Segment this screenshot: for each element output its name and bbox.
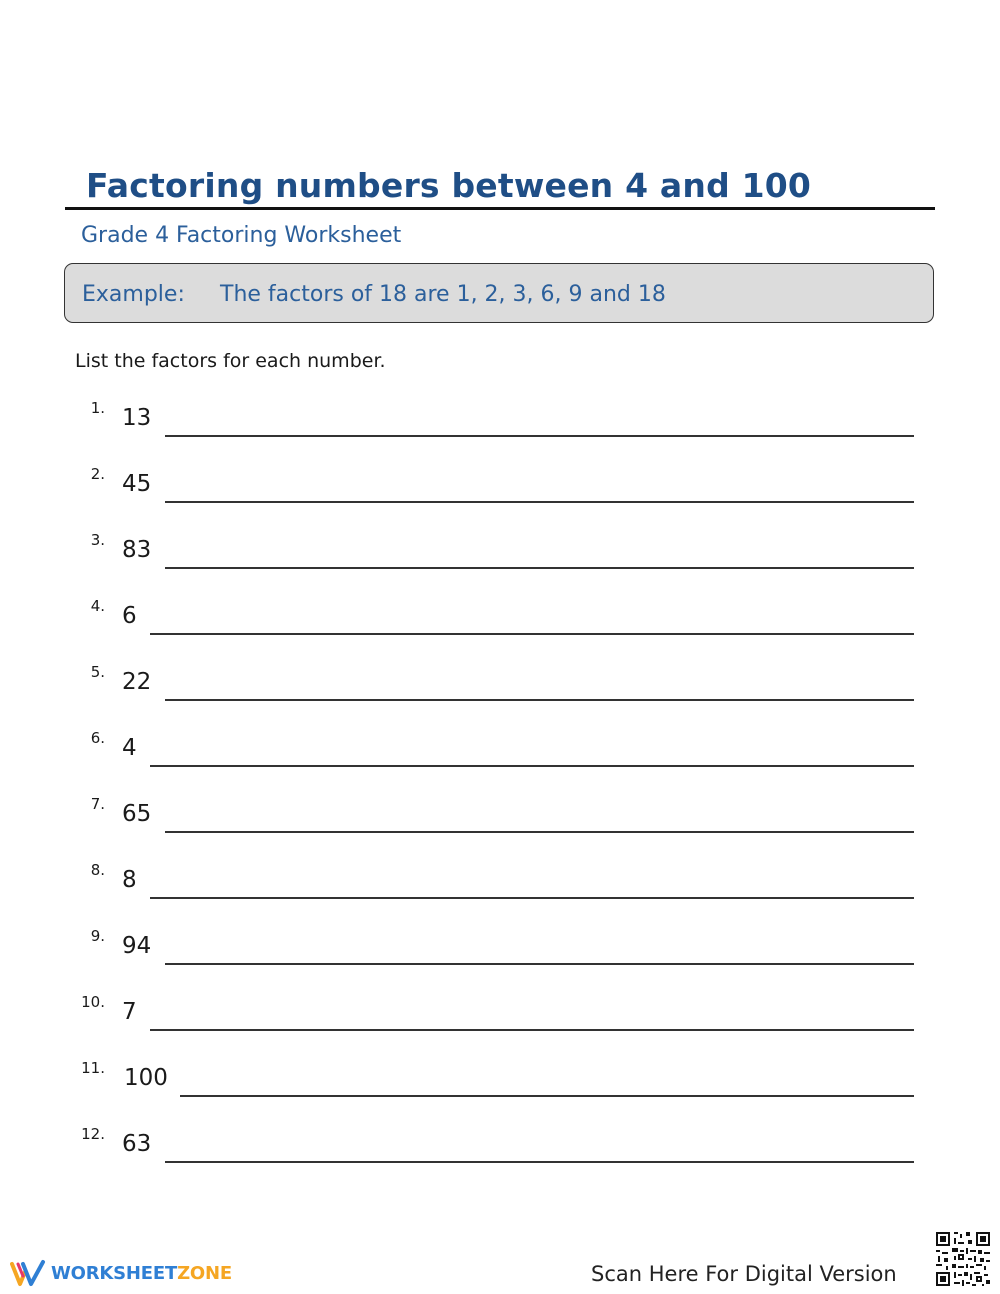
- answer-line[interactable]: [150, 633, 914, 635]
- problem-index: 7.: [90, 795, 105, 813]
- page-title: Factoring numbers between 4 and 100: [86, 166, 812, 205]
- problem-item: [0, 1125, 1000, 1165]
- problem-item: [0, 465, 1000, 505]
- problem-number: 22: [122, 669, 152, 695]
- problem-item: [0, 927, 1000, 967]
- answer-line[interactable]: [165, 963, 914, 965]
- answer-line[interactable]: [165, 567, 914, 569]
- problem-item: [0, 399, 1000, 439]
- answer-line[interactable]: [150, 1029, 914, 1031]
- problem-index: 9.: [90, 927, 105, 945]
- answer-line[interactable]: [165, 1161, 914, 1163]
- example-text: The factors of 18 are 1, 2, 3, 6, 9 and 18: [220, 282, 666, 307]
- problem-number: 94: [122, 933, 152, 959]
- problem-index: 4.: [90, 597, 105, 615]
- worksheetzone-logo-icon: [10, 1259, 46, 1287]
- problem-number: 65: [122, 801, 152, 827]
- logo-text-worksheet: WORKSHEET: [51, 1262, 178, 1284]
- problem-number: 4: [122, 735, 137, 761]
- problem-number: 45: [122, 471, 152, 497]
- qr-code-icon[interactable]: [934, 1230, 992, 1288]
- problem-item: [0, 795, 1000, 835]
- worksheetzone-logo[interactable]: [10, 1258, 232, 1288]
- problem-index: 11.: [81, 1059, 105, 1077]
- instructions: List the factors for each number.: [75, 350, 386, 372]
- problem-item: [0, 597, 1000, 637]
- problem-item: [0, 993, 1000, 1033]
- problem-number: 63: [122, 1131, 152, 1157]
- answer-line[interactable]: [150, 897, 914, 899]
- scan-caption: Scan Here For Digital Version: [591, 1262, 897, 1286]
- problem-item: [0, 729, 1000, 769]
- problem-item: [0, 861, 1000, 901]
- problem-number: 6: [122, 603, 137, 629]
- logo-text-zone: ZONE: [177, 1262, 232, 1284]
- problem-index: 1.: [90, 399, 105, 417]
- problem-number: 13: [122, 405, 152, 431]
- problem-item: [0, 1059, 1000, 1099]
- page-subtitle: Grade 4 Factoring Worksheet: [81, 223, 402, 248]
- answer-line[interactable]: [150, 765, 914, 767]
- problem-number: 83: [122, 537, 152, 563]
- example-box: [64, 263, 934, 323]
- example-label: Example:: [82, 282, 185, 307]
- problem-index: 8.: [90, 861, 105, 879]
- problem-number: 8: [122, 867, 137, 893]
- problem-index: 6.: [90, 729, 105, 747]
- problem-index: 12.: [81, 1125, 105, 1143]
- answer-line[interactable]: [165, 699, 914, 701]
- problem-number: 100: [124, 1065, 168, 1091]
- answer-line[interactable]: [165, 501, 914, 503]
- problem-index: 10.: [81, 993, 105, 1011]
- problem-item: [0, 531, 1000, 571]
- answer-line[interactable]: [165, 435, 914, 437]
- problem-index: 3.: [90, 531, 105, 549]
- problem-number: 7: [122, 999, 137, 1025]
- answer-line[interactable]: [165, 831, 914, 833]
- title-divider: [65, 207, 935, 210]
- answer-line[interactable]: [180, 1095, 914, 1097]
- problem-index: 5.: [90, 663, 105, 681]
- problem-item: [0, 663, 1000, 703]
- problem-index: 2.: [90, 465, 105, 483]
